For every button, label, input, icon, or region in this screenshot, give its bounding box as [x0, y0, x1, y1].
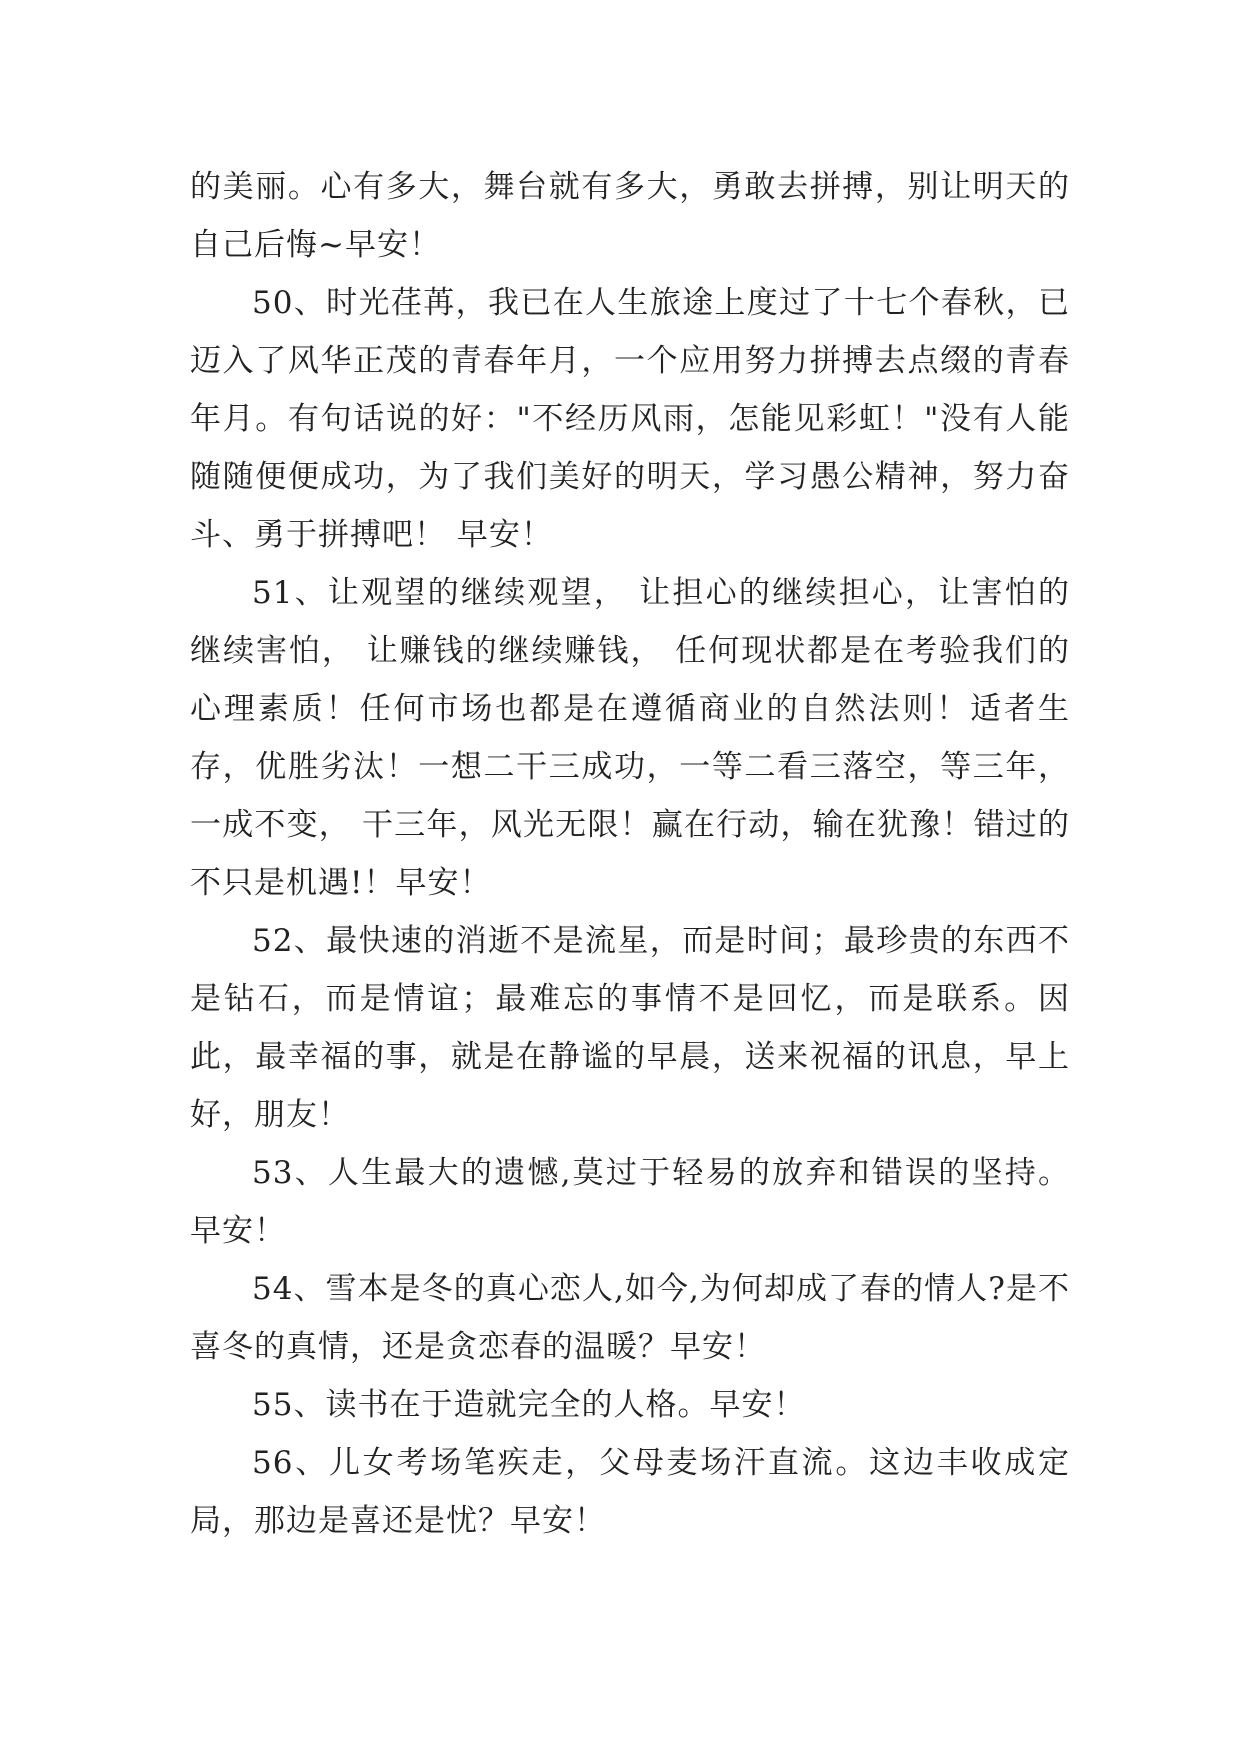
paragraph-51: 51、让观望的继续观望， 让担心的继续担心，让害怕的继续害怕， 让赚钱的继续赚钱， 任何现状都是在考验我们的心理素质！任何市场也都是在遵循商业的自然法则！适者生存，优胜劣汰！一想二干三成功，一等二看三落空，等三年，一成不变， 干三年，风光无限！赢在行动，输在犹豫！错过的不只是机遇!！早安！ [190, 575, 1070, 901]
paragraph-55: 55、读书在于造就完全的人格。早安！ [252, 1387, 806, 1423]
paragraph-53: 53、人生最大的遗憾,莫过于轻易的放弃和错误的坚持。早安！ [190, 1155, 1070, 1249]
paragraph-54: 54、雪本是冬的真心恋人,如今,为何却成了春的情人?是不喜冬的真情，还是贪恋春的温暖？早安！ [190, 1271, 1070, 1365]
document-body [190, 158, 1070, 1550]
paragraph-52: 52、最快速的消逝不是流星，而是时间；最珍贵的东西不是钻石，而是情谊；最难忘的事情不是回忆，而是联系。因此，最幸福的事，就是在静谧的早晨，送来祝福的讯息，早上好，朋友！ [190, 923, 1070, 1133]
paragraph-continuation: 的美丽。心有多大，舞台就有多大，勇敢去拼搏，别让明天的自己后悔~早安！ [190, 169, 1070, 263]
paragraph-50: 50、时光荏苒，我已在人生旅途上度过了十七个春秋，已迈入了风华正茂的青春年月，一个应用努力拼搏去点缀的青春年月。有句话说的好："不经历风雨，怎能见彩虹！"没有人能随随便便成功，为了我们美好的明天，学习愚公精神，努力奋斗、勇于拼搏吧！ 早安！ [190, 285, 1070, 553]
paragraph-56: 56、儿女考场笔疾走，父母麦场汗直流。这边丰收成定局，那边是喜还是忧？早安！ [190, 1445, 1070, 1539]
